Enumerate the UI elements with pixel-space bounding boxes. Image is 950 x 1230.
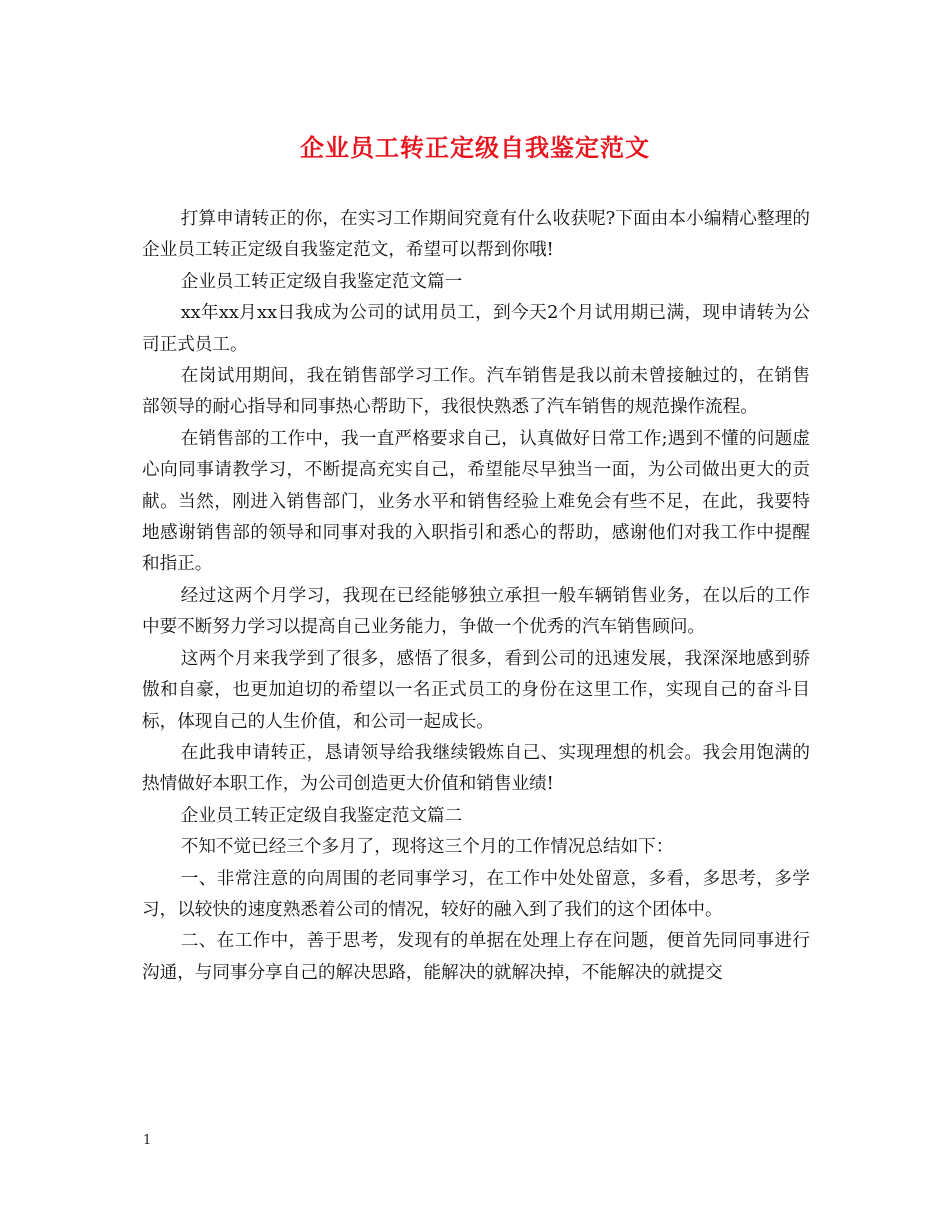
paragraph: 在岗试用期间，我在销售部学习工作。汽车销售是我以前未曾接触过的，在销售部领导的耐心指导和同事热心帮助下，我很快熟悉了汽车销售的规范操作流程。 [142, 366, 810, 418]
document-title: 企业员工转正定级自我鉴定范文 [300, 133, 650, 162]
page-number: 1 [143, 1133, 152, 1148]
paragraph: 一、非常注意的向周围的老同事学习，在工作中处处留意，多看，多思考，多学习，以较快的速度熟悉着公司的情况，较好的融入到了我们的这个团体中。 [142, 868, 810, 920]
paragraph: xx年xx月xx日我成为公司的试用员工，到今天2个月试用期已满，现申请转为公司正式员工。 [142, 303, 810, 355]
paragraph-intro: 打算申请转正的你，在实习工作期间究竟有什么收获呢?下面由本小编精心整理的企业员工转正定级自我鉴定范文，希望可以帮到你哦! [142, 209, 810, 261]
paragraph: 不知不觉已经三个多月了，现将这三个月的工作情况总结如下： [180, 837, 674, 858]
paragraph: 这两个月来我学到了很多，感悟了很多，看到公司的迅速发展，我深深地感到骄傲和自豪，也更加迫切的希望以一名正式员工的身份在这里工作，实现自己的奋斗目标，体现自己的人生价值，和公司一起成长。 [142, 648, 810, 732]
section-heading-1: 企业员工转正定级自我鉴定范文篇一 [180, 271, 463, 292]
paragraph: 在销售部的工作中，我一直严格要求自己，认真做好日常工作;遇到不懂的问题虚心向同事请教学习，不断提高充实自己，希望能尽早独当一面，为公司做出更大的贡献。当然，刚进入销售部门，业务水平和销售经验上难免会有些不足，在此，我要特地感谢销售部的领导和同事对我的入职指引和悉心的帮助，感谢他们对我工作中提醒和指正。 [142, 428, 810, 575]
paragraph: 二、在工作中，善于思考，发现有的单据在处理上存在问题，便首先同同事进行沟通，与同事分享自己的解决思路，能解决的就解决掉，不能解决的就提交 [142, 931, 810, 983]
paragraph: 经过这两个月学习，我现在已经能够独立承担一般车辆销售业务，在以后的工作中要不断努力学习以提高自己业务能力，争做一个优秀的汽车销售顾问。 [142, 585, 810, 638]
paragraph: 在此我申请转正，恳请领导给我继续锻炼自己、实现理想的机会。我会用饱满的热情做好本职工作，为公司创造更大价值和销售业绩! [142, 742, 810, 795]
section-heading-2: 企业员工转正定级自我鉴定范文篇二 [180, 805, 463, 826]
document-body [142, 204, 810, 989]
